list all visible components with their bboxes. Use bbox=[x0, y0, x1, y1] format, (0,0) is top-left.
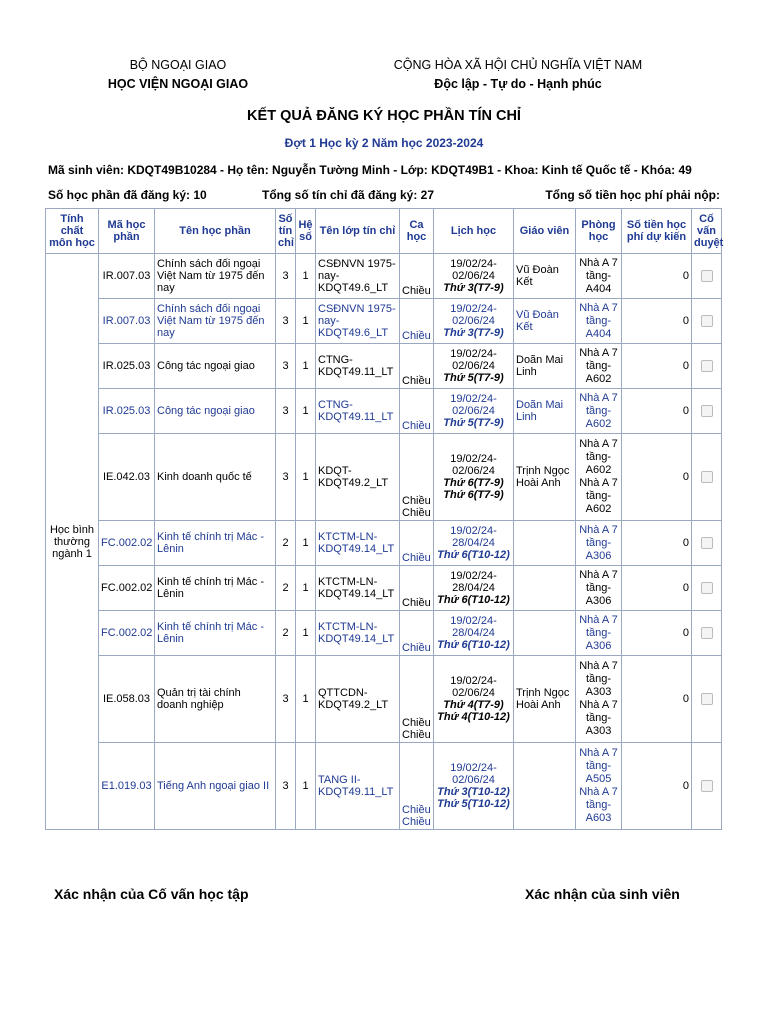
schedule-dates: 19/02/24-02/06/24 bbox=[450, 303, 497, 327]
shift-label: Chiều bbox=[402, 597, 431, 609]
header-credits: Số tín chỉ bbox=[276, 209, 296, 254]
course-code: IE.042.03 bbox=[99, 434, 155, 521]
teacher-name bbox=[514, 566, 576, 611]
course-coef: 1 bbox=[296, 656, 316, 743]
schedule-session: Thứ 4(T10-12) bbox=[437, 711, 510, 723]
schedule-dates: 19/02/24-28/04/24 bbox=[450, 525, 497, 549]
shift-label: Chiều bbox=[402, 729, 431, 741]
class-shift bbox=[400, 299, 434, 344]
advisor-approval bbox=[692, 521, 722, 566]
teacher-name: Doãn Mai Linh bbox=[514, 389, 576, 434]
course-coef: 1 bbox=[296, 611, 316, 656]
room bbox=[576, 611, 622, 656]
room bbox=[576, 656, 622, 743]
table-row bbox=[46, 743, 722, 830]
class-schedule bbox=[434, 434, 514, 521]
room bbox=[576, 434, 622, 521]
schedule-session: Thứ 6(T10-12) bbox=[437, 639, 510, 651]
header-schedule: Lịch học bbox=[434, 209, 514, 254]
course-name: Tiếng Anh ngoại giao II bbox=[155, 743, 276, 830]
approval-checkbox[interactable] bbox=[701, 270, 713, 282]
course-type: Học bình thường ngành 1 bbox=[46, 254, 99, 830]
teacher-name bbox=[514, 743, 576, 830]
course-name: Công tác ngoại giao bbox=[155, 389, 276, 434]
course-name: Kinh tế chính trị Mác - Lênin bbox=[155, 521, 276, 566]
class-schedule bbox=[434, 566, 514, 611]
table-row bbox=[46, 566, 722, 611]
header-coef: Hệ số bbox=[296, 209, 316, 254]
shift-label: Chiều bbox=[402, 375, 431, 387]
teacher-name: Vũ Đoàn Kết bbox=[514, 254, 576, 299]
class-name: KTCTM-LN-KDQT49.14_LT bbox=[316, 521, 400, 566]
room-name: Nhà A 7 tầng-A602 bbox=[579, 438, 618, 476]
room bbox=[576, 389, 622, 434]
page-subtitle: Đợt 1 Học kỳ 2 Năm học 2023-2024 bbox=[284, 136, 484, 150]
approval-checkbox[interactable] bbox=[701, 627, 713, 639]
class-shift bbox=[400, 389, 434, 434]
fee-amount: 0 bbox=[622, 566, 692, 611]
class-schedule bbox=[434, 254, 514, 299]
course-name: Kinh tế chính trị Mác - Lênin bbox=[155, 566, 276, 611]
registration-table bbox=[45, 208, 722, 830]
course-code: E1.019.03 bbox=[99, 743, 155, 830]
advisor-approval bbox=[692, 656, 722, 743]
course-coef: 1 bbox=[296, 434, 316, 521]
schedule-session: Thứ 3(T7-9) bbox=[443, 282, 504, 294]
header-code: Mã học phần bbox=[99, 209, 155, 254]
country-name: CỘNG HÒA XÃ HỘI CHỦ NGHĨA VIỆT NAM bbox=[393, 58, 643, 72]
advisor-signature-label: Xác nhận của Cố vấn học tập bbox=[54, 886, 249, 902]
schedule-dates: 19/02/24-02/06/24 bbox=[450, 453, 497, 477]
page-title: KẾT QUẢ ĐĂNG KÝ HỌC PHẦN TÍN CHỈ bbox=[247, 108, 521, 124]
teacher-name bbox=[514, 521, 576, 566]
teacher-name: Trịnh Ngọc Hoài Anh bbox=[514, 656, 576, 743]
course-coef: 1 bbox=[296, 566, 316, 611]
approval-checkbox[interactable] bbox=[701, 360, 713, 372]
room-name: Nhà A 7 tầng-A602 bbox=[579, 391, 618, 430]
room bbox=[576, 521, 622, 566]
class-name: KTCTM-LN-KDQT49.14_LT bbox=[316, 611, 400, 656]
class-name: CSĐNVN 1975-nay-KDQT49.6_LT bbox=[316, 254, 400, 299]
header-room: Phòng học bbox=[576, 209, 622, 254]
class-shift bbox=[400, 611, 434, 656]
table-row bbox=[46, 434, 722, 521]
fee-amount: 0 bbox=[622, 656, 692, 743]
course-credits: 3 bbox=[276, 344, 296, 389]
table-row bbox=[46, 299, 722, 344]
fee-amount: 0 bbox=[622, 389, 692, 434]
course-credits: 3 bbox=[276, 254, 296, 299]
course-coef: 1 bbox=[296, 344, 316, 389]
course-code: FC.002.02 bbox=[99, 521, 155, 566]
class-name: CSĐNVN 1975-nay-KDQT49.6_LT bbox=[316, 299, 400, 344]
course-coef: 1 bbox=[296, 299, 316, 344]
schedule-session: Thứ 5(T10-12) bbox=[437, 798, 510, 810]
course-code: IR.025.03 bbox=[99, 389, 155, 434]
fee-amount: 0 bbox=[622, 743, 692, 830]
schedule-session: Thứ 6(T7-9) bbox=[443, 489, 504, 501]
room-name: Nhà A 7 tầng-A306 bbox=[579, 568, 618, 607]
fee-amount: 0 bbox=[622, 254, 692, 299]
class-name: TANG II-KDQT49.11_LT bbox=[316, 743, 400, 830]
fee-amount: 0 bbox=[622, 521, 692, 566]
room bbox=[576, 743, 622, 830]
registration-summary bbox=[48, 188, 720, 204]
schedule-dates: 19/02/24-02/06/24 bbox=[450, 762, 497, 786]
course-name: Công tác ngoại giao bbox=[155, 344, 276, 389]
table-row bbox=[46, 656, 722, 743]
schedule-session: Thứ 5(T7-9) bbox=[443, 417, 504, 429]
advisor-approval bbox=[692, 611, 722, 656]
approval-checkbox[interactable] bbox=[701, 537, 713, 549]
motto: Độc lập - Tự do - Hạnh phúc bbox=[434, 77, 602, 91]
room-name: Nhà A 7 tầng-A303 bbox=[579, 660, 618, 698]
course-code: FC.002.02 bbox=[99, 611, 155, 656]
room bbox=[576, 566, 622, 611]
approval-checkbox[interactable] bbox=[701, 405, 713, 417]
shift-label: Chiều bbox=[402, 552, 431, 564]
advisor-approval bbox=[692, 299, 722, 344]
room bbox=[576, 299, 622, 344]
schedule-session: Thứ 6(T10-12) bbox=[437, 549, 510, 561]
schedule-session: Thứ 3(T7-9) bbox=[443, 327, 504, 339]
class-shift bbox=[400, 434, 434, 521]
class-schedule bbox=[434, 521, 514, 566]
room-name: Nhà A 7 tầng-A603 bbox=[579, 786, 618, 824]
approval-checkbox[interactable] bbox=[701, 780, 713, 792]
fee-amount: 0 bbox=[622, 434, 692, 521]
class-schedule bbox=[434, 389, 514, 434]
schedule-dates: 19/02/24-02/06/24 bbox=[450, 675, 497, 699]
advisor-approval bbox=[692, 743, 722, 830]
header-class: Tên lớp tín chỉ bbox=[316, 209, 400, 254]
course-code: IE.058.03 bbox=[99, 656, 155, 743]
table-row bbox=[46, 344, 722, 389]
shift-label: Chiều bbox=[402, 507, 431, 519]
class-shift bbox=[400, 656, 434, 743]
shift-label: Chiều bbox=[402, 717, 431, 729]
class-shift bbox=[400, 344, 434, 389]
course-credits: 2 bbox=[276, 521, 296, 566]
shift-label: Chiều bbox=[402, 420, 431, 432]
module-count: Số học phần đã đăng ký: 10 bbox=[48, 188, 207, 202]
credit-total: Tổng số tín chỉ đã đăng ký: 27 bbox=[262, 188, 435, 202]
class-schedule bbox=[434, 743, 514, 830]
room-name: Nhà A 7 tầng-A404 bbox=[579, 256, 618, 295]
shift-label: Chiều bbox=[402, 804, 431, 816]
shift-label: Chiều bbox=[402, 816, 431, 828]
advisor-approval bbox=[692, 254, 722, 299]
approval-checkbox[interactable] bbox=[701, 693, 713, 705]
shift-label: Chiều bbox=[402, 495, 431, 507]
room-name: Nhà A 7 tầng-A602 bbox=[579, 477, 618, 515]
shift-label: Chiều bbox=[402, 642, 431, 654]
teacher-name: Trịnh Ngọc Hoài Anh bbox=[514, 434, 576, 521]
academy-name: HỌC VIỆN NGOẠI GIAO bbox=[107, 77, 249, 91]
fee-amount: 0 bbox=[622, 611, 692, 656]
course-credits: 3 bbox=[276, 389, 296, 434]
course-credits: 2 bbox=[276, 611, 296, 656]
schedule-dates: 19/02/24-28/04/24 bbox=[450, 570, 497, 594]
class-schedule bbox=[434, 299, 514, 344]
class-name: QTTCDN-KDQT49.2_LT bbox=[316, 656, 400, 743]
course-coef: 1 bbox=[296, 254, 316, 299]
course-name: Kinh doanh quốc tế bbox=[155, 434, 276, 521]
class-name: CTNG-KDQT49.11_LT bbox=[316, 389, 400, 434]
course-credits: 3 bbox=[276, 656, 296, 743]
course-name: Quản trị tài chính doanh nghiệp bbox=[155, 656, 276, 743]
advisor-approval bbox=[692, 344, 722, 389]
student-signature-label: Xác nhận của sinh viên bbox=[525, 886, 680, 902]
schedule-session: Thứ 5(T7-9) bbox=[443, 372, 504, 384]
course-name: Chính sách đối ngoại Việt Nam từ 1975 đến nay bbox=[155, 299, 276, 344]
course-coef: 1 bbox=[296, 389, 316, 434]
room-name: Nhà A 7 tầng-A306 bbox=[579, 523, 618, 562]
room bbox=[576, 344, 622, 389]
class-name: KDQT-KDQT49.2_LT bbox=[316, 434, 400, 521]
table-row bbox=[46, 521, 722, 566]
header-left bbox=[78, 56, 278, 94]
course-name: Chính sách đối ngoại Việt Nam từ 1975 đến nay bbox=[155, 254, 276, 299]
course-code: IR.025.03 bbox=[99, 344, 155, 389]
teacher-name: Doãn Mai Linh bbox=[514, 344, 576, 389]
course-coef: 1 bbox=[296, 743, 316, 830]
header-fee: Số tiền học phí dự kiến bbox=[622, 209, 692, 254]
course-code: IR.007.03 bbox=[99, 299, 155, 344]
class-schedule bbox=[434, 611, 514, 656]
shift-label: Chiều bbox=[402, 285, 431, 297]
room-name: Nhà A 7 tầng-A306 bbox=[579, 613, 618, 652]
course-credits: 2 bbox=[276, 566, 296, 611]
class-schedule bbox=[434, 344, 514, 389]
room-name: Nhà A 7 tầng-A404 bbox=[579, 301, 618, 340]
header-type: Tính chất môn học bbox=[46, 209, 99, 254]
room-name: Nhà A 7 tầng-A602 bbox=[579, 346, 618, 385]
table-row bbox=[46, 389, 722, 434]
schedule-dates: 19/02/24-02/06/24 bbox=[450, 348, 497, 372]
ministry-name: BỘ NGOẠI GIAO bbox=[129, 58, 227, 72]
fee-amount: 0 bbox=[622, 344, 692, 389]
fee-amount: 0 bbox=[622, 299, 692, 344]
course-credits: 3 bbox=[276, 434, 296, 521]
header-name: Tên học phần bbox=[155, 209, 276, 254]
class-name: CTNG-KDQT49.11_LT bbox=[316, 344, 400, 389]
header-right bbox=[368, 56, 668, 94]
schedule-session: Thứ 6(T7-9) bbox=[443, 477, 504, 489]
approval-checkbox[interactable] bbox=[701, 582, 713, 594]
header-teacher: Giáo viên bbox=[514, 209, 576, 254]
class-shift bbox=[400, 743, 434, 830]
room-name: Nhà A 7 tầng-A303 bbox=[579, 699, 618, 737]
header-shift: Ca học bbox=[400, 209, 434, 254]
class-shift bbox=[400, 254, 434, 299]
advisor-approval bbox=[692, 389, 722, 434]
fee-total-label: Tổng số tiền học phí phải nộp: bbox=[545, 188, 720, 202]
student-info: Mã sinh viên: KDQT49B10284 - Họ tên: Nguyễn Tường Minh - Lớp: KDQT49B1 - Khoa: Kinh tế Quốc tế - Khóa: 49 bbox=[48, 163, 692, 177]
class-schedule bbox=[434, 656, 514, 743]
course-credits: 3 bbox=[276, 743, 296, 830]
class-shift bbox=[400, 566, 434, 611]
course-code: IR.007.03 bbox=[99, 254, 155, 299]
table-row bbox=[46, 254, 722, 299]
table-row bbox=[46, 611, 722, 656]
table-header-row bbox=[46, 209, 722, 254]
course-name: Kinh tế chính trị Mác - Lênin bbox=[155, 611, 276, 656]
room-name: Nhà A 7 tầng-A505 bbox=[579, 747, 618, 785]
class-name: KTCTM-LN-KDQT49.14_LT bbox=[316, 566, 400, 611]
course-credits: 3 bbox=[276, 299, 296, 344]
header-approved: Cố vấn duyệt bbox=[692, 209, 722, 254]
schedule-dates: 19/02/24-28/04/24 bbox=[450, 615, 497, 639]
teacher-name: Vũ Đoàn Kết bbox=[514, 299, 576, 344]
advisor-approval bbox=[692, 434, 722, 521]
schedule-dates: 19/02/24-02/06/24 bbox=[450, 393, 497, 417]
course-code: FC.002.02 bbox=[99, 566, 155, 611]
teacher-name bbox=[514, 611, 576, 656]
advisor-approval bbox=[692, 566, 722, 611]
schedule-dates: 19/02/24-02/06/24 bbox=[450, 258, 497, 282]
room bbox=[576, 254, 622, 299]
approval-checkbox[interactable] bbox=[701, 315, 713, 327]
course-coef: 1 bbox=[296, 521, 316, 566]
schedule-session: Thứ 3(T10-12) bbox=[437, 786, 510, 798]
schedule-session: Thứ 6(T10-12) bbox=[437, 594, 510, 606]
class-shift bbox=[400, 521, 434, 566]
approval-checkbox[interactable] bbox=[701, 471, 713, 483]
schedule-session: Thứ 4(T7-9) bbox=[443, 699, 504, 711]
shift-label: Chiều bbox=[402, 330, 431, 342]
